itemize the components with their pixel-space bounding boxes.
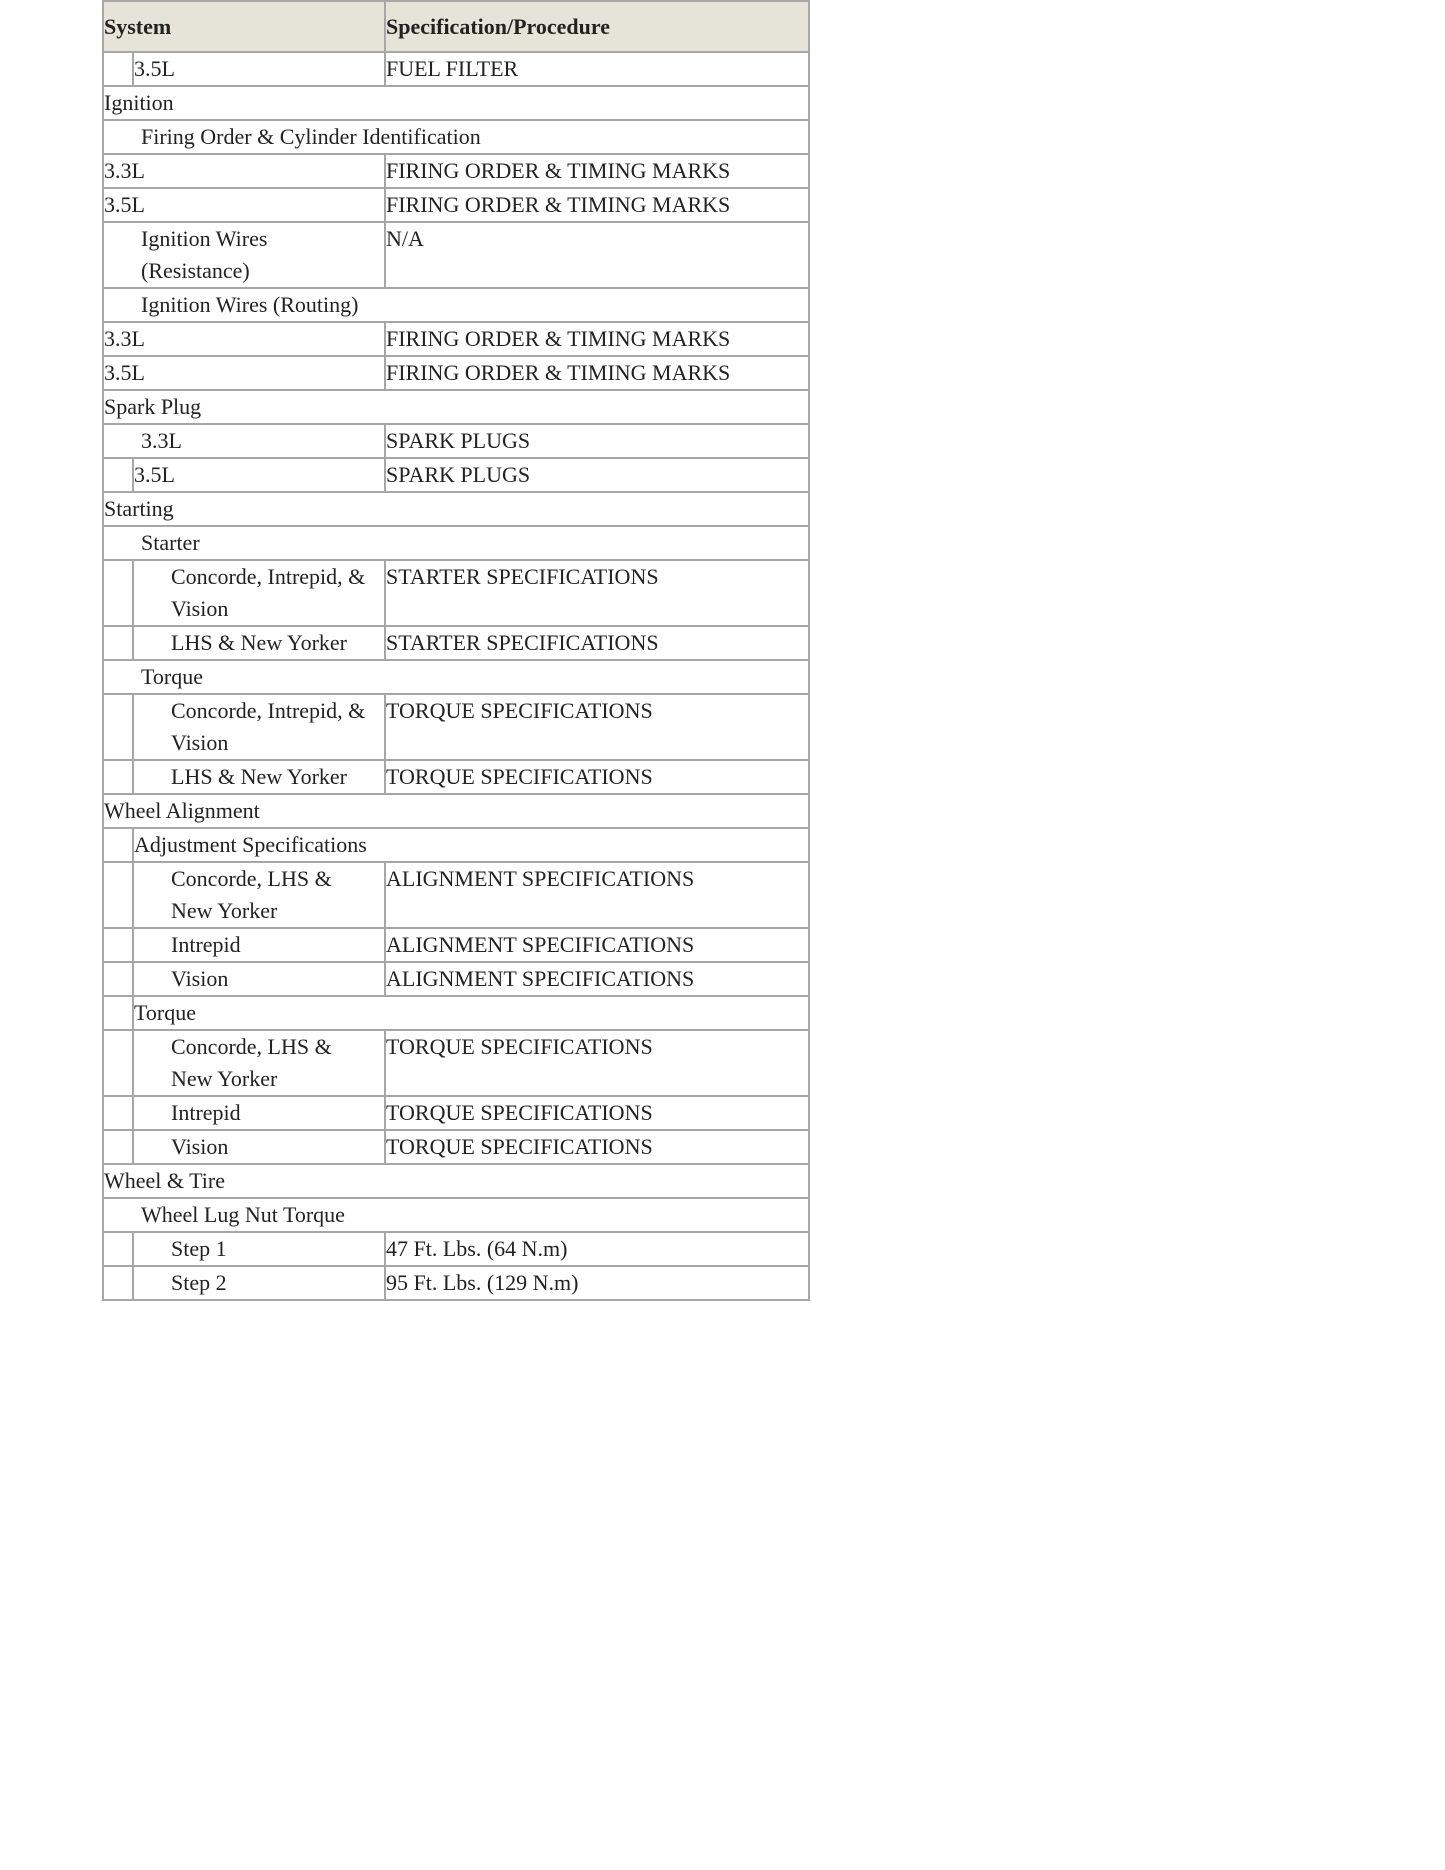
indent-gutter <box>103 1096 133 1130</box>
system-cell: Vision <box>133 1130 385 1164</box>
system-cell: Step 2 <box>133 1266 385 1300</box>
spec-cell: TORQUE SPECIFICATIONS <box>385 1130 809 1164</box>
table-row <box>103 424 809 458</box>
section-heading: Starting <box>103 492 809 526</box>
table-row <box>103 694 809 760</box>
system-cell: Concorde, LHS & New Yorker <box>133 862 385 928</box>
subsection-heading: Ignition Wires (Routing) <box>103 288 809 322</box>
subsection-row <box>103 1198 809 1232</box>
subsection-heading: Starter <box>103 526 809 560</box>
indent-gutter <box>103 458 133 492</box>
subsection-heading: Adjustment Specifications <box>133 828 809 862</box>
spec-cell: FIRING ORDER & TIMING MARKS <box>385 322 809 356</box>
system-cell: 3.5L <box>133 52 385 86</box>
spec-cell: TORQUE SPECIFICATIONS <box>385 1096 809 1130</box>
system-cell: 3.5L <box>103 356 385 390</box>
indent-gutter <box>103 626 133 660</box>
spec-cell: FIRING ORDER & TIMING MARKS <box>385 154 809 188</box>
indent-gutter <box>103 962 133 996</box>
spec-cell: FUEL FILTER <box>385 52 809 86</box>
table-row <box>103 928 809 962</box>
spec-cell: 47 Ft. Lbs. (64 N.m) <box>385 1232 809 1266</box>
section-heading: Wheel & Tire <box>103 1164 809 1198</box>
table-row <box>103 458 809 492</box>
spec-cell: FIRING ORDER & TIMING MARKS <box>385 188 809 222</box>
spec-cell: 95 Ft. Lbs. (129 N.m) <box>385 1266 809 1300</box>
system-cell: 3.3L <box>103 424 385 458</box>
table-row <box>103 322 809 356</box>
spec-cell: TORQUE SPECIFICATIONS <box>385 760 809 794</box>
indent-gutter <box>103 928 133 962</box>
table-row <box>103 760 809 794</box>
table-row <box>103 52 809 86</box>
subsection-row <box>103 526 809 560</box>
section-row <box>103 492 809 526</box>
system-cell: Concorde, LHS & New Yorker <box>133 1030 385 1096</box>
subsection-row <box>103 996 809 1030</box>
subsection-row <box>103 660 809 694</box>
specification-table <box>102 0 810 1301</box>
indent-gutter <box>103 560 133 626</box>
system-cell: Vision <box>133 962 385 996</box>
indent-gutter <box>103 694 133 760</box>
subsection-heading: Torque <box>133 996 809 1030</box>
spec-cell: ALIGNMENT SPECIFICATIONS <box>385 962 809 996</box>
system-cell: 3.3L <box>103 322 385 356</box>
spec-cell: STARTER SPECIFICATIONS <box>385 626 809 660</box>
indent-gutter <box>103 862 133 928</box>
section-row <box>103 390 809 424</box>
spec-cell: ALIGNMENT SPECIFICATIONS <box>385 862 809 928</box>
system-cell: LHS & New Yorker <box>133 760 385 794</box>
table-header-row <box>103 1 809 52</box>
spec-cell: SPARK PLUGS <box>385 458 809 492</box>
table-row <box>103 962 809 996</box>
table-row <box>103 1030 809 1096</box>
system-cell: LHS & New Yorker <box>133 626 385 660</box>
table-row <box>103 222 809 288</box>
spec-cell: N/A <box>385 222 809 288</box>
indent-gutter <box>103 1030 133 1096</box>
spec-cell: TORQUE SPECIFICATIONS <box>385 694 809 760</box>
spec-cell: STARTER SPECIFICATIONS <box>385 560 809 626</box>
table-row <box>103 1266 809 1300</box>
system-cell: Ignition Wires (Resistance) <box>103 222 385 288</box>
table-row <box>103 560 809 626</box>
system-cell: 3.5L <box>103 188 385 222</box>
table-row <box>103 154 809 188</box>
subsection-heading: Wheel Lug Nut Torque <box>103 1198 809 1232</box>
system-cell: 3.3L <box>103 154 385 188</box>
header-spec: Specification/Procedure <box>385 1 809 52</box>
indent-gutter <box>103 760 133 794</box>
indent-gutter <box>103 1130 133 1164</box>
table-row <box>103 1096 809 1130</box>
system-cell: 3.5L <box>133 458 385 492</box>
subsection-row <box>103 828 809 862</box>
indent-gutter <box>103 828 133 862</box>
section-row <box>103 86 809 120</box>
table-row <box>103 626 809 660</box>
system-cell: Concorde, Intrepid, & Vision <box>133 694 385 760</box>
indent-gutter <box>103 996 133 1030</box>
header-system: System <box>103 1 385 52</box>
spec-cell: FIRING ORDER & TIMING MARKS <box>385 356 809 390</box>
spec-cell: ALIGNMENT SPECIFICATIONS <box>385 928 809 962</box>
subsection-heading: Firing Order & Cylinder Identification <box>103 120 809 154</box>
subsection-row <box>103 120 809 154</box>
section-row <box>103 1164 809 1198</box>
table-row <box>103 1232 809 1266</box>
system-cell: Step 1 <box>133 1232 385 1266</box>
indent-gutter <box>103 52 133 86</box>
table-row <box>103 188 809 222</box>
system-cell: Concorde, Intrepid, & Vision <box>133 560 385 626</box>
spec-cell: SPARK PLUGS <box>385 424 809 458</box>
section-heading: Spark Plug <box>103 390 809 424</box>
indent-gutter <box>103 1266 133 1300</box>
system-cell: Intrepid <box>133 1096 385 1130</box>
table-row <box>103 862 809 928</box>
section-row <box>103 794 809 828</box>
subsection-row <box>103 288 809 322</box>
indent-gutter <box>103 1232 133 1266</box>
table-row <box>103 356 809 390</box>
table-row <box>103 1130 809 1164</box>
section-heading: Ignition <box>103 86 809 120</box>
subsection-heading: Torque <box>103 660 809 694</box>
section-heading: Wheel Alignment <box>103 794 809 828</box>
system-cell: Intrepid <box>133 928 385 962</box>
spec-cell: TORQUE SPECIFICATIONS <box>385 1030 809 1096</box>
